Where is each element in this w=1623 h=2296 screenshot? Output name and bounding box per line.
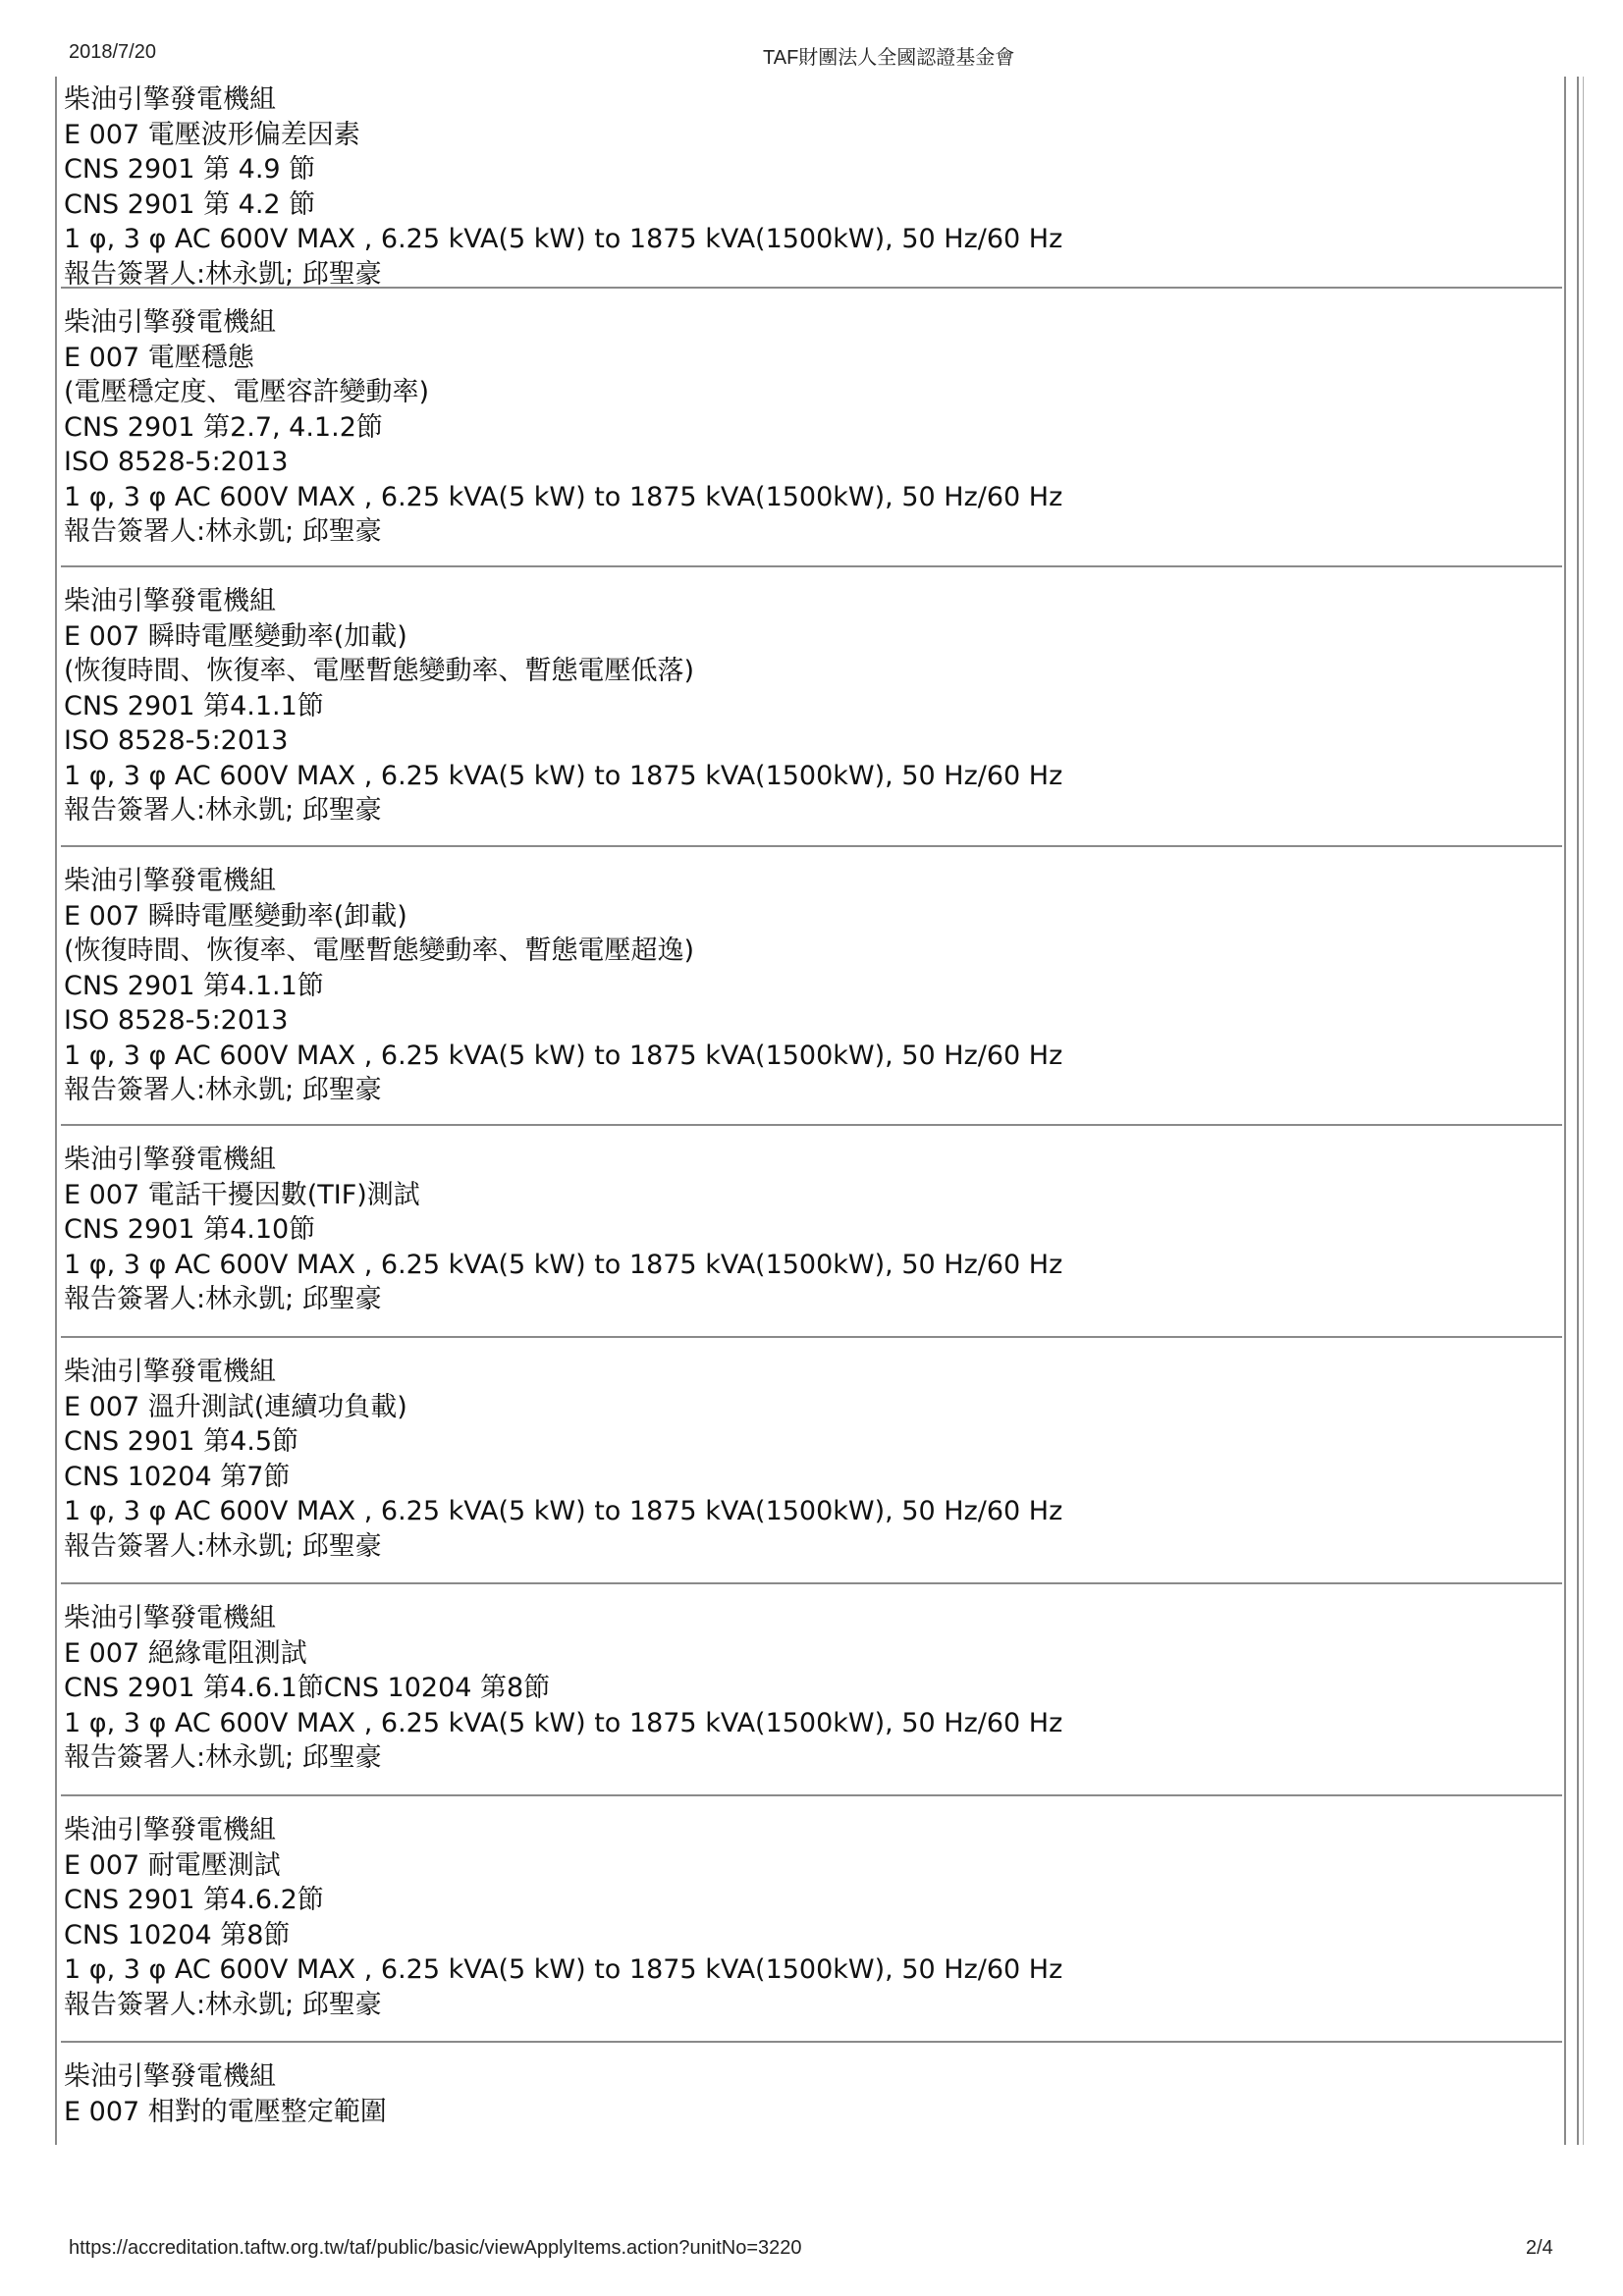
row-line: 報告簽署人:林永凱; 邱聖豪: [64, 258, 382, 290]
row-line: 1 φ, 3 φ AC 600V MAX , 6.25 kVA(5 kW) to 1875 kVA(1500kW), 50 Hz/60 Hz: [64, 481, 1063, 512]
table-row: [61, 2043, 1562, 2129]
row-line: 報告簽署人:林永凱; 邱聖豪: [64, 1530, 382, 1562]
row-line: CNS 2901 第4.1.1節: [64, 690, 324, 721]
row-line: CNS 2901 第 4.2 節: [64, 188, 316, 220]
row-line: 1 φ, 3 φ AC 600V MAX , 6.25 kVA(5 kW) to 1875 kVA(1500kW), 50 Hz/60 Hz: [64, 1707, 1063, 1738]
table-row: [61, 1126, 1562, 1338]
row-line: E 007 瞬時電壓變動率(卸載): [64, 900, 407, 932]
row-line: 柴油引擎發電機組: [64, 1357, 276, 1387]
row-line: 柴油引擎發電機組: [64, 1603, 276, 1633]
row-line: 報告簽署人:林永凱; 邱聖豪: [64, 1075, 382, 1105]
row-line: 柴油引擎發電機組: [64, 2061, 276, 2092]
row-line: E 007 溫升測試(連續功負載): [64, 1391, 407, 1422]
row-line: 1 φ, 3 φ AC 600V MAX , 6.25 kVA(5 kW) to 1875 kVA(1500kW), 50 Hz/60 Hz: [64, 1496, 1063, 1526]
table-row: [61, 289, 1562, 567]
row-line: 報告簽署人:林永凱; 邱聖豪: [64, 795, 382, 826]
row-line: (電壓穩定度、電壓容許變動率): [64, 377, 430, 407]
row-line: (恢復時間、恢復率、電壓暫態變動率、暫態電壓超逸): [64, 935, 695, 966]
row-line: E 007 耐電壓測試: [64, 1849, 281, 1881]
row-line: 報告簽署人:林永凱; 邱聖豪: [64, 1742, 382, 1773]
frame-outer-line: [1577, 77, 1579, 2145]
row-line: CNS 2901 第4.10節: [64, 1214, 316, 1245]
row-line: E 007 相對的電壓整定範圍: [64, 2096, 387, 2127]
row-line: 報告簽署人:林永凱; 邱聖豪: [64, 1989, 382, 2020]
row-line: CNS 2901 第4.6.2節: [64, 1885, 324, 1915]
row-line: 柴油引擎發電機組: [64, 866, 276, 896]
row-line: E 007 電話干擾因數(TIF)測試: [64, 1179, 420, 1210]
page-number: 2/4: [1526, 2237, 1553, 2259]
row-line: ISO 8528-5:2013: [64, 447, 289, 477]
row-line: 柴油引擎發電機組: [64, 307, 276, 338]
row-line: 柴油引擎發電機組: [64, 586, 276, 616]
page-url: https://accreditation.taftw.org.tw/taf/public/basic/viewApplyItems.action?unitNo=3220: [69, 2237, 802, 2259]
row-line: 1 φ, 3 φ AC 600V MAX , 6.25 kVA(5 kW) to 1875 kVA(1500kW), 50 Hz/60 Hz: [64, 1249, 1063, 1280]
frame-outer-line-thin: [1583, 77, 1584, 2145]
row-line: E 007 絕緣電阻測試: [64, 1637, 307, 1669]
row-line: CNS 2901 第4.1.1節: [64, 970, 324, 1001]
row-line: CNS 2901 第 4.9 節: [64, 154, 316, 185]
table-row: [61, 567, 1562, 847]
table-row: [61, 847, 1562, 1126]
row-line: 1 φ, 3 φ AC 600V MAX , 6.25 kVA(5 kW) to 1875 kVA(1500kW), 50 Hz/60 Hz: [64, 224, 1063, 254]
row-line: CNS 10204 第8節: [64, 1919, 291, 1950]
row-line: CNS 2901 第2.7, 4.1.2節: [64, 411, 383, 443]
page-title: TAF財團法人全國認證基金會: [763, 47, 1015, 69]
row-line: CNS 2901 第4.5節: [64, 1426, 299, 1457]
apply-items-table: [61, 77, 1562, 2129]
row-line: CNS 2901 第4.6.1節CNS 10204 第8節: [64, 1673, 551, 1703]
row-line: 報告簽署人:林永凱; 邱聖豪: [64, 516, 382, 547]
row-line: 1 φ, 3 φ AC 600V MAX , 6.25 kVA(5 kW) to 1875 kVA(1500kW), 50 Hz/60 Hz: [64, 1040, 1063, 1071]
row-line: 柴油引擎發電機組: [64, 1145, 276, 1175]
table-row: [61, 77, 1562, 289]
row-line: ISO 8528-5:2013: [64, 1005, 289, 1036]
table-row: [61, 1796, 1562, 2043]
row-line: 柴油引擎發電機組: [64, 84, 276, 115]
row-line: 柴油引擎發電機組: [64, 1815, 276, 1845]
row-line: (恢復時間、恢復率、電壓暫態變動率、暫態電壓低落): [64, 656, 695, 686]
table-row: [61, 1584, 1562, 1796]
print-date: 2018/7/20: [69, 41, 156, 63]
row-line: E 007 瞬時電壓變動率(加載): [64, 620, 407, 652]
row-line: 1 φ, 3 φ AC 600V MAX , 6.25 kVA(5 kW) to 1875 kVA(1500kW), 50 Hz/60 Hz: [64, 1954, 1063, 1985]
row-line: ISO 8528-5:2013: [64, 725, 289, 756]
row-line: E 007 電壓穩態: [64, 342, 254, 373]
row-line: CNS 10204 第7節: [64, 1461, 291, 1492]
table-row: [61, 1338, 1562, 1584]
row-line: 1 φ, 3 φ AC 600V MAX , 6.25 kVA(5 kW) to 1875 kVA(1500kW), 50 Hz/60 Hz: [64, 760, 1063, 791]
row-line: 報告簽署人:林永凱; 邱聖豪: [64, 1284, 382, 1314]
row-line: E 007 電壓波形偏差因素: [64, 119, 360, 150]
